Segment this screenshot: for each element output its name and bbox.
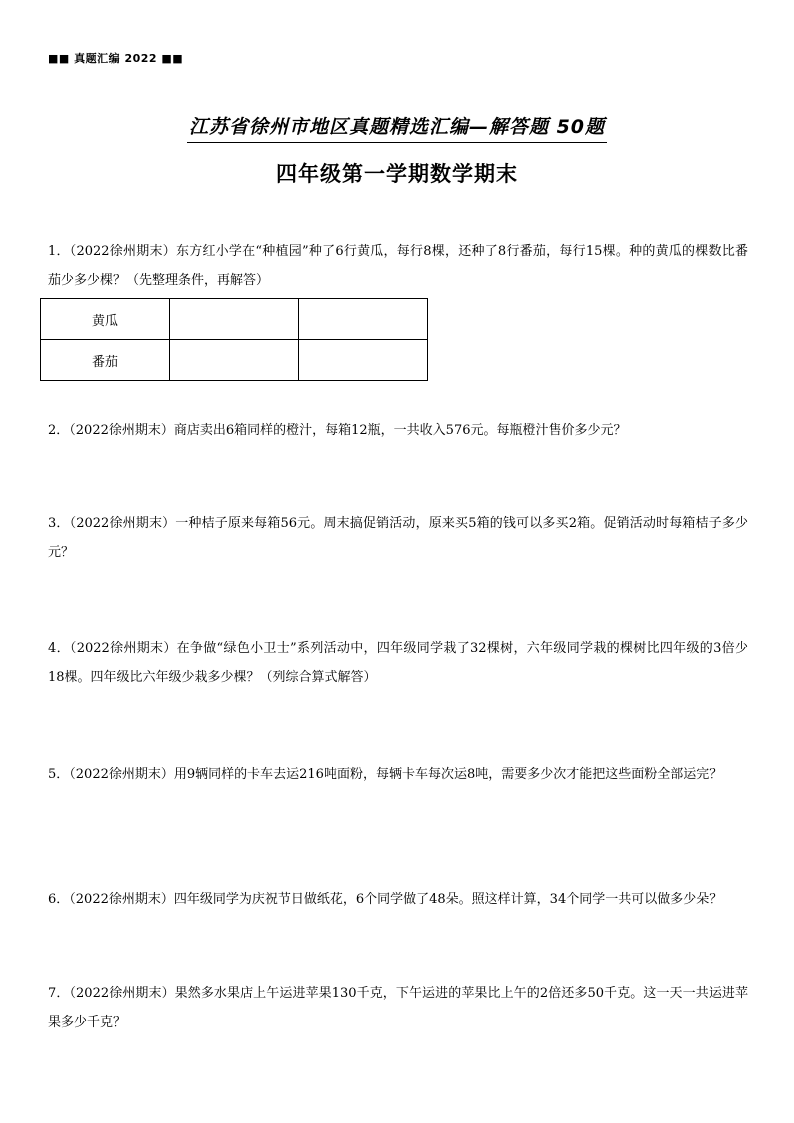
table-row	[41, 340, 428, 381]
question-7: 7．（2022徐州期末）果然多水果店上午运进苹果130千克，下午运进的苹果比上午的2倍还多50千克。这一天一共运进苹果多少千克？	[48, 986, 748, 1030]
table-cell	[299, 299, 428, 340]
table-row	[41, 299, 428, 340]
row-label-cucumber: 黄瓜	[41, 299, 170, 340]
document-title: 江苏省徐州市地区真题精选汇编—解答题 50题	[187, 112, 607, 143]
row-label-tomato: 番茄	[41, 340, 170, 381]
condition-table	[40, 298, 428, 381]
question-1: 1．（2022徐州期末）东方红小学在“种植园”种了6行黄瓜，每行8棵，还种了8行番茄，每行15棵。种的黄瓜的棵数比番茄少多少棵？（先整理条件，再解答）	[48, 244, 748, 288]
table-cell	[170, 340, 299, 381]
question-3: 3．（2022徐州期末）一种桔子原来每箱56元。周末搞促销活动，原来买5箱的钱可以多买2箱。促销活动时每箱桔子多少元？	[48, 516, 748, 560]
header-tag: ■■ 真题汇编 2022 ■■	[48, 52, 184, 65]
question-2: 2．（2022徐州期末）商店卖出6箱同样的橙汁，每箱12瓶，一共收入576元。每瓶橙汁售价多少元？	[48, 423, 627, 438]
table-cell	[299, 340, 428, 381]
document-subtitle: 四年级第一学期数学期末	[276, 161, 518, 186]
question-4: 4．（2022徐州期末）在争做“绿色小卫士”系列活动中，四年级同学栽了32棵树，六年级同学栽的棵树比四年级的3倍少18棵。四年级比六年级少栽多少棵？（列综合算式解答）	[48, 641, 748, 685]
question-5: 5．（2022徐州期末）用9辆同样的卡车去运216吨面粉，每辆卡车每次运8吨，需要多少次才能把这些面粉全部运完？	[48, 767, 723, 782]
question-6: 6．（2022徐州期末）四年级同学为庆祝节日做纸花，6个同学做了48朵。照这样计算，34个同学一共可以做多少朵？	[48, 892, 723, 907]
title-block	[0, 112, 794, 143]
table-cell	[170, 299, 299, 340]
